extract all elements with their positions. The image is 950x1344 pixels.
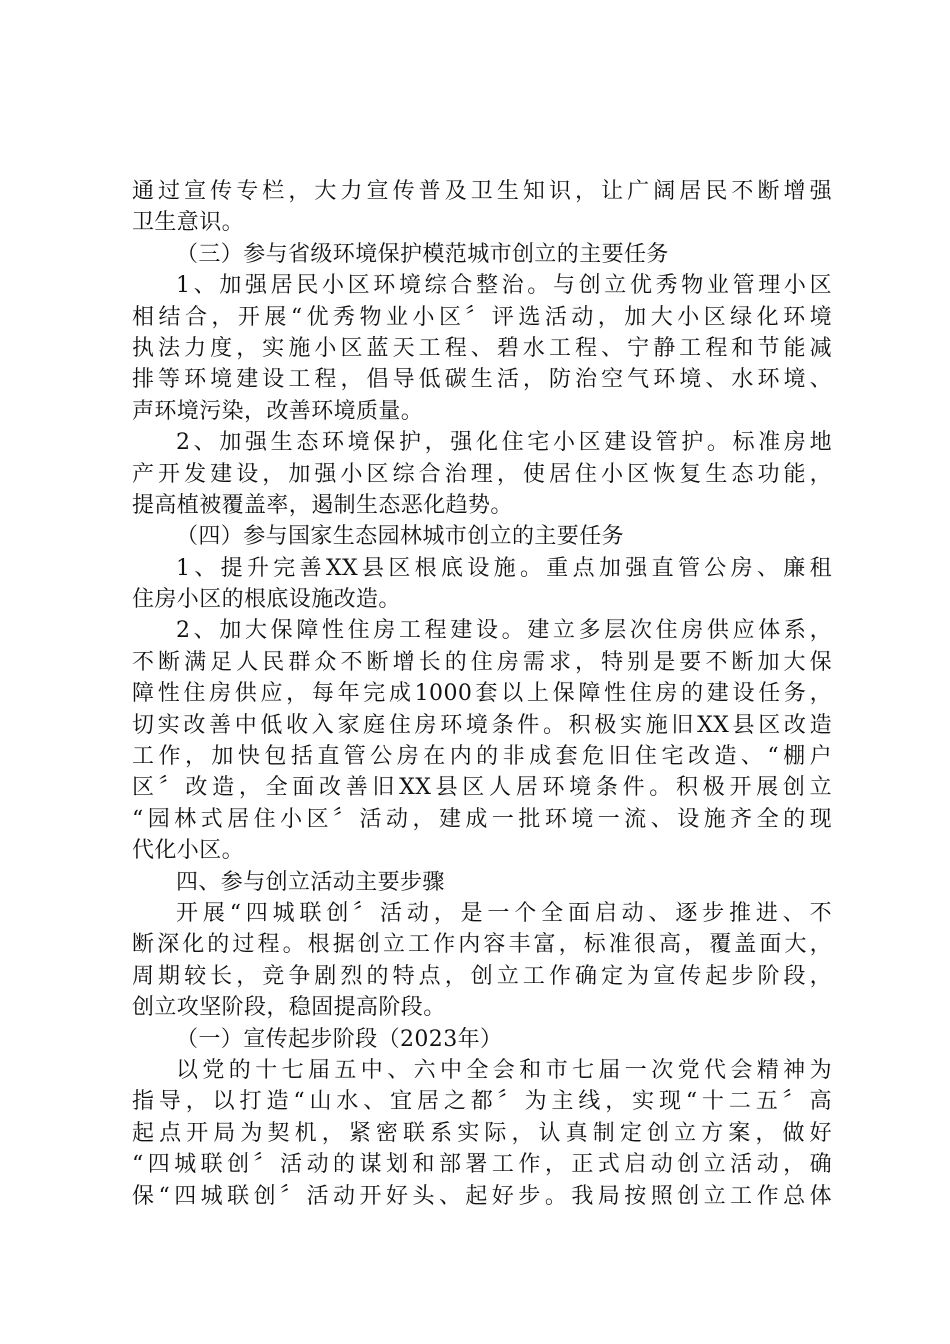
paragraph-line: 保“四城联创〞活动开好头、起好步。我局按照创立工作总体 — [132, 1183, 832, 1209]
paragraph-line: 起点开局为契机，紧密联系实际，认真制定创立方案，做好 — [132, 1120, 832, 1146]
paragraph-line: 区〞改造，全面改善旧XX县区人居环境条件。积极开展创立 — [132, 775, 832, 801]
paragraph-line: 不断满足人民群众不断增长的住房需求，特别是要不断加大保 — [132, 649, 832, 675]
paragraph-line: 断深化的过程。根据创立工作内容丰富，标准很高，覆盖面大， — [132, 932, 832, 958]
paragraph-line: 障性住房供应，每年完成1000套以上保障性住房的建设任务， — [132, 681, 832, 707]
paragraph-line: 产开发建设，加强小区综合治理，使居住小区恢复生态功能， — [132, 461, 832, 487]
paragraph-line: 周期较长，竞争剧烈的特点，创立工作确定为宣传起步阶段， — [132, 963, 832, 989]
paragraph-line: “园林式居住小区〞活动，建成一批环境一流、设施齐全的现 — [132, 806, 832, 832]
paragraph-line: 指导，以打造“山水、宜居之都〞为主线，实现“十二五〞高 — [132, 1089, 832, 1115]
paragraph-line: 卫生意识。 — [132, 210, 245, 236]
paragraph-line: 1、提升完善XX县区根底设施。重点加强直管公房、廉租 — [176, 555, 832, 581]
paragraph-line: 2、加大保障性住房工程建设。建立多层次住房供应体系， — [176, 618, 832, 644]
paragraph-line: “四城联创〞活动的谋划和部署工作，正式启动创立活动，确 — [132, 1152, 832, 1178]
document-body — [132, 176, 832, 1212]
paragraph-line: 切实改善中低收入家庭住房环境条件。积极实施旧XX县区改造 — [132, 712, 832, 738]
paragraph-line: 通过宣传专栏，大力宣传普及卫生知识，让广阔居民不断增强 — [132, 179, 832, 204]
paragraph-line: 创立攻坚阶段，稳固提高阶段。 — [132, 995, 446, 1021]
paragraph-line: 声环境污染，改善环境质量。 — [132, 398, 424, 424]
paragraph-line: 工作，加快包括直管公房在内的非成套危旧住宅改造、“棚户 — [132, 744, 832, 770]
paragraph-line: 开展“四城联创〞活动，是一个全面启动、逐步推进、不 — [176, 900, 832, 926]
section-heading: （一）宣传起步阶段（2023年） — [176, 1026, 503, 1052]
paragraph-line: 提高植被覆盖率，遏制生态恶化趋势。 — [132, 492, 513, 518]
paragraph-line: 以党的十七届五中、六中全会和市七届一次党代会精神为 — [176, 1057, 832, 1083]
paragraph-line: 执法力度，实施小区蓝天工程、碧水工程、宁静工程和节能减 — [132, 335, 832, 361]
paragraph-line: 相结合，开展“优秀物业小区〞评选活动，加大小区绿化环境 — [132, 304, 832, 330]
paragraph-line: 排等环境建设工程，倡导低碳生活，防治空气环境、水环境、 — [132, 367, 832, 393]
section-heading: 四、参与创立活动主要步骤 — [176, 869, 445, 895]
paragraph-line: 1、加强居民小区环境综合整治。与创立优秀物业管理小区 — [176, 273, 832, 299]
section-heading: （四）参与国家生态园林城市创立的主要任务 — [176, 524, 625, 550]
paragraph-line: 住房小区的根底设施改造。 — [132, 587, 401, 613]
section-heading: （三）参与省级环境保护模范城市创立的主要任务 — [176, 241, 669, 267]
paragraph-line: 代化小区。 — [132, 838, 245, 864]
paragraph-line: 2、加强生态环境保护，强化住宅小区建设管护。标准房地 — [176, 430, 832, 456]
